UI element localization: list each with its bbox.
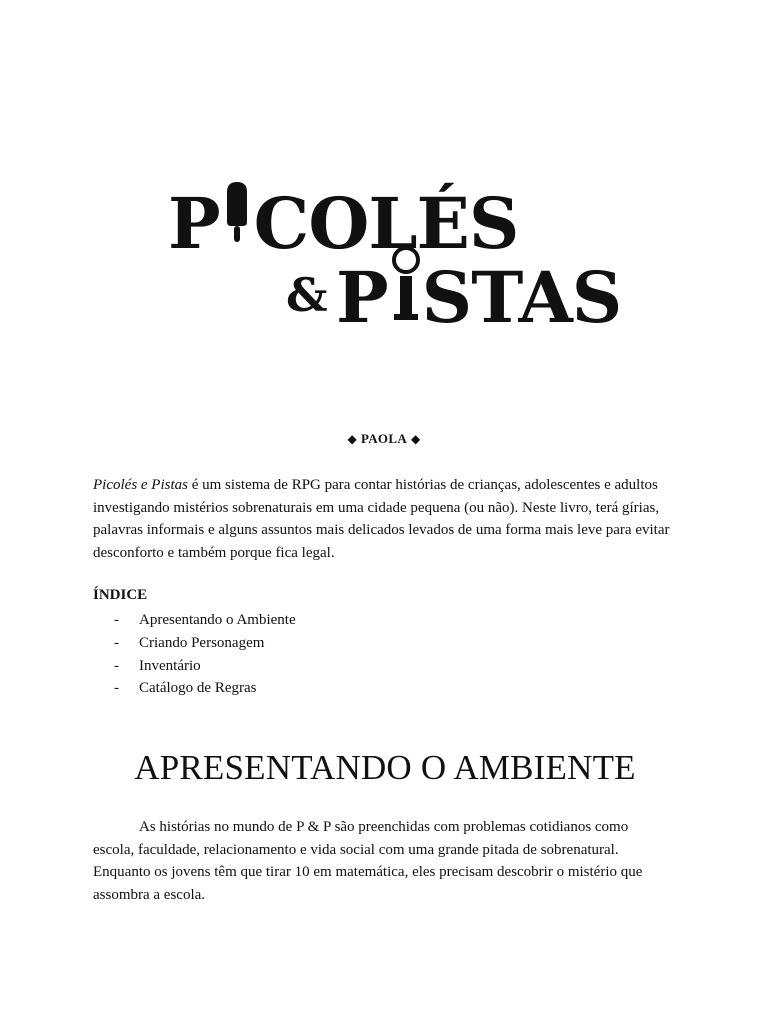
logo-letter-p2: P [336, 256, 388, 339]
logo-word-stas: STAS [421, 256, 622, 339]
intro-paragraph [93, 474, 673, 564]
logo-line-picoles [168, 182, 519, 265]
intro-text: é um sistema de RPG para contar histórias de crianças, adolescentes e adultos investigando mistérios sobrenaturais em uma cidade pequena (ou não). Neste livro, terá gírias, palavras informais e alguns assuntos mais delicados levados de uma forma mais leve para evitar desconforto e também porque fica legal. [93, 477, 670, 561]
toc-item: - Catálogo de Regras [114, 677, 296, 700]
body-paragraph: As histórias no mundo de P & P são preenchidas com problemas cotidianos como escola, faculdade, relacionamento e vida social com uma grande pitada de sobrenatural. Enquanto os jovens têm que tirar 10 em matemática, eles precisam descobrir o mistério que assombra a escola. [93, 819, 643, 903]
logo-ampersand: & [286, 268, 328, 322]
toc-item: - Inventário [114, 655, 296, 678]
section-heading: APRESENTANDO O AMBIENTE [134, 748, 636, 787]
diamond-icon: ◆ [347, 432, 357, 446]
toc-item-label: Inventário [139, 657, 201, 674]
intro-title: Picolés e Pistas [93, 477, 188, 493]
logo-letter-p: P [168, 182, 220, 265]
popsicle-icon [224, 182, 250, 244]
toc-item: - Criando Personagem [114, 632, 296, 655]
author-name: PAOLA [360, 431, 408, 446]
toc-list [114, 609, 296, 700]
toc-item-label: Catálogo de Regras [139, 680, 257, 697]
magnifier-icon [388, 246, 424, 326]
toc-item: - Apresentando o Ambiente [114, 609, 296, 632]
author-line [0, 431, 768, 447]
logo-i-slot-2 [388, 262, 422, 322]
diamond-icon: ◆ [411, 432, 421, 446]
logo-line-pistas [336, 256, 622, 339]
toc-item-label: Criando Personagem [139, 634, 265, 651]
toc-item-label: Apresentando o Ambiente [139, 612, 296, 628]
toc-title: ÍNDICE [93, 587, 148, 603]
logo-word-coles: COLÉS [253, 182, 519, 265]
logo-i-slot [220, 188, 254, 248]
logo [168, 182, 622, 339]
